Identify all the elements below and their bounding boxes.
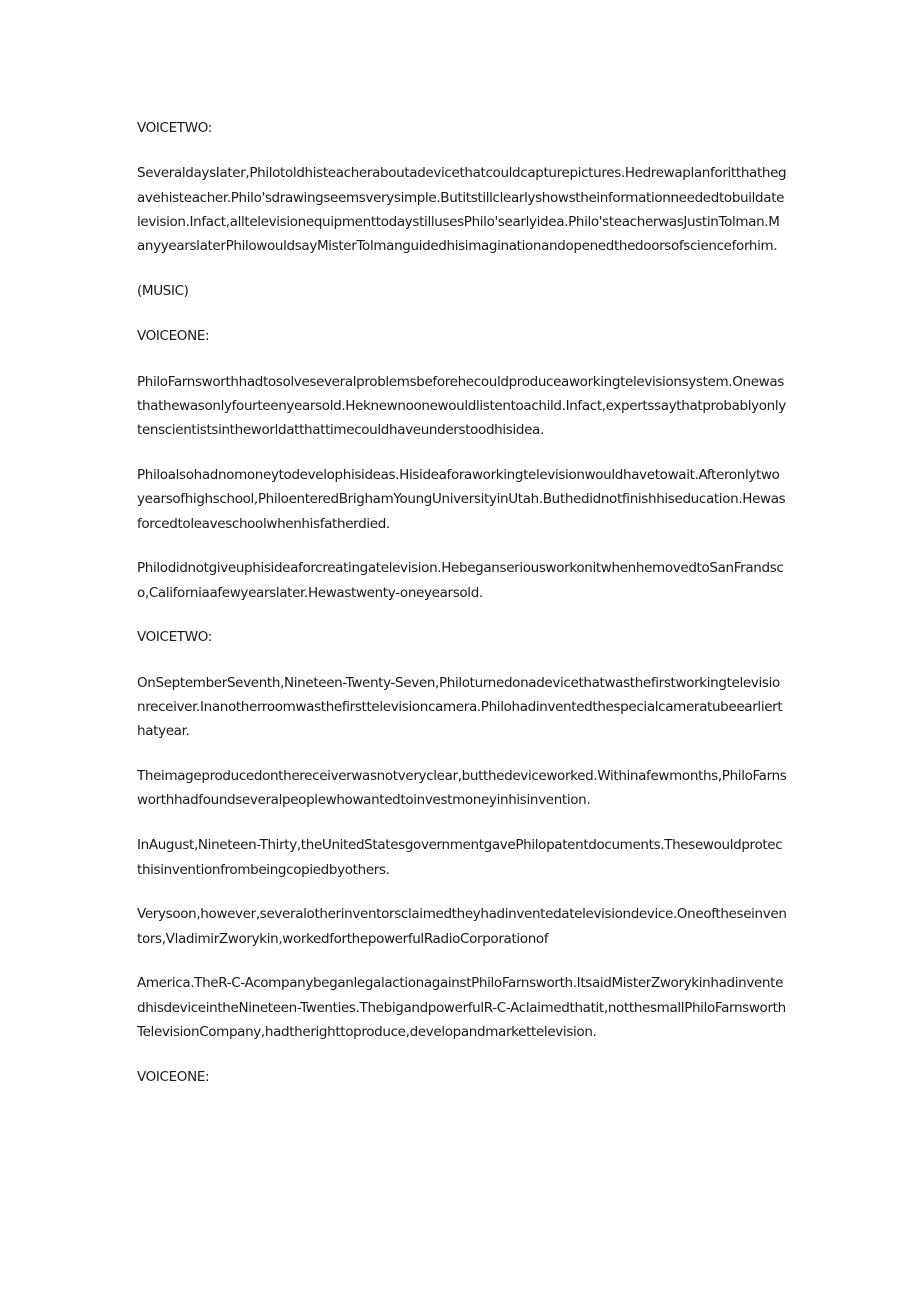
paragraph: InAugust,Nineteen-Thirty,theUnitedStatesgovernmentgavePhilopatentdocuments.Thesewouldprotecthisinventionfrombeingcopiedbyothers. — [137, 837, 783, 878]
speaker-label: VOICEONE: — [137, 1068, 210, 1085]
speaker-label: VOICEONE: — [137, 328, 210, 345]
paragraph: America.TheR-C-AcompanybeganlegalactionagainstPhiloFarnsworth.ItsaidMisterZworykinhadinventedhisdeviceintheNineteen-Twenties.ThebigandpowerfulR-C-Aclaimedthatit,notthesmallPhiloFarnsworthTelevisionCompany,hadtherighttoproduce,developandmarkettelevision. — [137, 975, 786, 1041]
paragraph: PhiloFarnsworthhadtosolveseveralproblemsbeforehecouldproduceaworkingtelevisionsystem.Onewasthathewasonlyfourteenyearsold.Heknewnoonewouldlistentoachild.Infact,expertssaythatprobablyonlytenscientistsintheworldatthattimecouldhaveunderstoodhisidea. — [137, 373, 786, 439]
paragraph: SeveraldaysIater,Philotoldhisteacheraboutadevicethatcouldcapturepictures.Hedrewaplanforitthathegavehisteacher.Philo'sdrawingseemsverysimple.Butitstillclearlyshowstheinformationneededtobuildatelevision.Infact,alltelevisionequipmenttodaystillusesPhilo'searlyidea.Philo'steacherwasJustinTolman.ManyyearslaterPhilowouldsayMisterTolmanguidedhisimaginationandopenedthedoorsofscienceforhim. — [137, 165, 787, 255]
document-page — [137, 116, 787, 1110]
paragraph: Theimageproducedonthereceiverwasnotveryclear,butthedeviceworked.Withinafewmonths,PhiloFarnsworthhadfoundseveralpeoplewhowantedtoinvestmoneyinhisinvention. — [137, 768, 787, 809]
paragraph: Philodidnotgiveuphisideaforcreatingatelevision.HebeganseriousworkonitwhenhemovedtoSanFrandsco,Californiaafewyearslater.Hewastwenty-oneyearsold. — [137, 560, 784, 601]
paragraph: Verysoon,however,severalotherinventorsclaimedtheyhadinventedatelevisiondevice.Oneoftheseinventors,VladimirZworykin,workedforthepowerfulRadioCorporationof — [137, 906, 787, 947]
music-cue: (MUSIC) — [137, 282, 189, 299]
paragraph: Philoalsohadnomoneytodevelophisideas.Hisideaforaworkingtelevisionwouldhavetowait.Afteronlytwoyearsofhighschool,PhiloenteredBrighamYoungUniversityinUtah.Buthedidnotfinishhiseducation.Hewasforcedtoleaveschoolwhenhisfatherdied. — [137, 466, 786, 532]
speaker-label: VOICETWO: — [137, 629, 212, 646]
speaker-label: VOICETWO: — [137, 120, 212, 136]
paragraph: OnSeptemberSeventh,Nineteen-Twenty-Seven,Philoturnedonadevicethatwasthefirstworkingtelevisionreceiver.Inanotherroomwasthefirsttelevisioncamera.Philohadinventedthespecialcameratubeearlierthatyear. — [137, 674, 783, 740]
